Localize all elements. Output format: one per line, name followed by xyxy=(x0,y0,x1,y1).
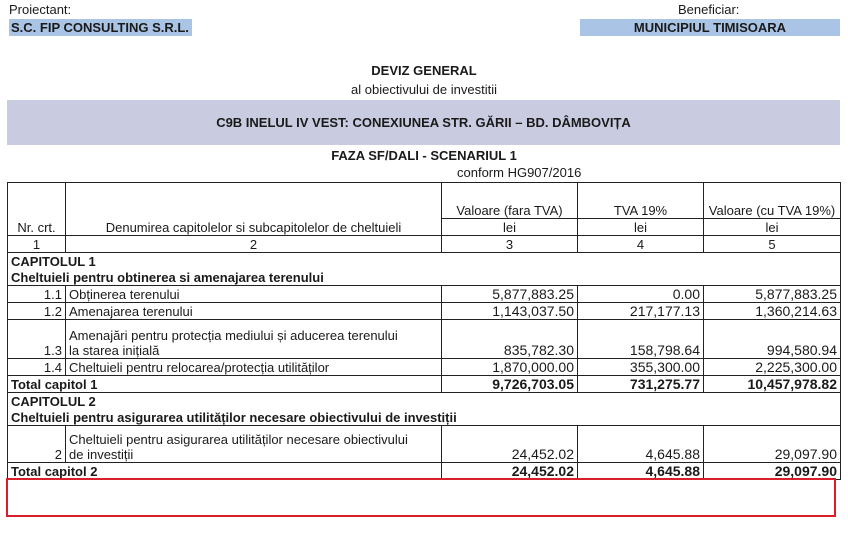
index-row xyxy=(8,236,841,253)
index-cell: 5 xyxy=(704,236,841,253)
index-cell: 2 xyxy=(66,236,442,253)
row-val-fara-tva: 835,782.30 xyxy=(442,320,578,359)
total-val-fara-tva: 9,726,703.05 xyxy=(442,376,578,393)
col-header-nr: Nr. crt. xyxy=(8,183,66,236)
beneficiar-name: MUNICIPIUL TIMISOARA xyxy=(580,19,840,36)
row-nr: 1.2 xyxy=(8,303,66,320)
deviz-table xyxy=(7,182,841,480)
col-header-tva: TVA 19% xyxy=(578,183,704,219)
row-name-multiline xyxy=(66,426,442,463)
row-val-cu-tva: 2,225,300.00 xyxy=(704,359,841,376)
unit-cell: lei xyxy=(578,218,704,235)
chapter-desc-row xyxy=(8,269,841,286)
total-tva: 731,275.77 xyxy=(578,376,704,393)
unit-cell: lei xyxy=(442,218,578,235)
chapter-2-title: CAPITOLUL 2 xyxy=(8,393,841,410)
proiectant-name: S.C. FIP CONSULTING S.R.L. xyxy=(9,19,192,36)
row-nr: 2 xyxy=(8,426,66,463)
index-cell: 1 xyxy=(8,236,66,253)
doc-subtitle: al obiectivului de investitii xyxy=(351,82,497,97)
beneficiar-label: Beneficiar: xyxy=(678,2,740,17)
chapter-1-desc: Cheltuieli pentru obtinerea si amenajarea terenului xyxy=(8,269,841,286)
row-name-line-1: Amenajări pentru protecția mediului și aducerea terenului xyxy=(69,328,398,343)
project-title-bar: C9B INELUL IV VEST: CONEXIUNEA STR. GĂRII – BD. DÂMBOVIȚA xyxy=(7,100,840,145)
row-val-fara-tva: 1,870,000.00 xyxy=(442,359,578,376)
row-val-fara-tva: 5,877,883.25 xyxy=(442,286,578,303)
row-tva: 355,300.00 xyxy=(578,359,704,376)
total-row xyxy=(8,376,841,393)
index-cell: 4 xyxy=(578,236,704,253)
chapter-2-desc: Cheltuieli pentru asigurarea utilităților necesare obiectivului de investiții xyxy=(8,409,841,426)
row-name-line-2: de investiții xyxy=(69,447,134,462)
reference-text: conform HG907/2016 xyxy=(457,165,582,180)
chapter-title-row xyxy=(8,393,841,410)
row-tva: 4,645.88 xyxy=(578,426,704,463)
row-nr: 1.1 xyxy=(8,286,66,303)
row-val-fara-tva: 1,143,037.50 xyxy=(442,303,578,320)
table-row xyxy=(8,426,841,463)
row-tva: 0.00 xyxy=(578,286,704,303)
row-name: Cheltuieli pentru relocarea/protecția utilităților xyxy=(66,359,442,376)
total-val-cu-tva: 29,097.90 xyxy=(704,463,841,480)
total-val-fara-tva: 24,452.02 xyxy=(442,463,578,480)
col-header-val-fara-tva: Valoare (fara TVA) xyxy=(442,183,578,219)
highlight-box xyxy=(6,478,836,517)
total-val-cu-tva: 10,457,978.82 xyxy=(704,376,841,393)
row-nr: 1.4 xyxy=(8,359,66,376)
total-label: Total capitol 2 xyxy=(8,463,442,480)
table-row xyxy=(8,320,841,359)
row-val-cu-tva: 1,360,214.63 xyxy=(704,303,841,320)
chapter-desc-row xyxy=(8,409,841,426)
total-tva: 4,645.88 xyxy=(578,463,704,480)
total-row xyxy=(8,463,841,480)
row-nr: 1.3 xyxy=(8,320,66,359)
row-val-cu-tva: 994,580.94 xyxy=(704,320,841,359)
col-header-val-cu-tva: Valoare (cu TVA 19%) xyxy=(704,183,841,219)
row-tva: 158,798.64 xyxy=(578,320,704,359)
doc-title: DEVIZ GENERAL xyxy=(371,63,477,78)
proiectant-label: Proiectant: xyxy=(9,2,72,17)
header-row xyxy=(8,183,841,219)
row-val-cu-tva: 5,877,883.25 xyxy=(704,286,841,303)
table-row xyxy=(8,286,841,303)
unit-cell: lei xyxy=(704,218,841,235)
row-tva: 217,177.13 xyxy=(578,303,704,320)
col-header-denumire: Denumirea capitolelor si subcapitolelor de cheltuieli xyxy=(66,183,442,236)
row-val-cu-tva: 29,097.90 xyxy=(704,426,841,463)
table-row xyxy=(8,303,841,320)
row-name-multiline xyxy=(66,320,442,359)
chapter-1-title: CAPITOLUL 1 xyxy=(8,253,841,270)
total-label: Total capitol 1 xyxy=(8,376,442,393)
index-cell: 3 xyxy=(442,236,578,253)
row-val-fara-tva: 24,452.02 xyxy=(442,426,578,463)
row-name-line-2: la starea inițială xyxy=(69,343,160,358)
phase-title: FAZA SF/DALI - SCENARIUL 1 xyxy=(331,148,517,163)
row-name-line-1: Cheltuieli pentru asigurarea utilităților necesare obiectivului xyxy=(69,432,408,447)
row-name: Amenajarea terenului xyxy=(66,303,442,320)
table-row xyxy=(8,359,841,376)
row-name: Obținerea terenului xyxy=(66,286,442,303)
chapter-title-row xyxy=(8,253,841,270)
